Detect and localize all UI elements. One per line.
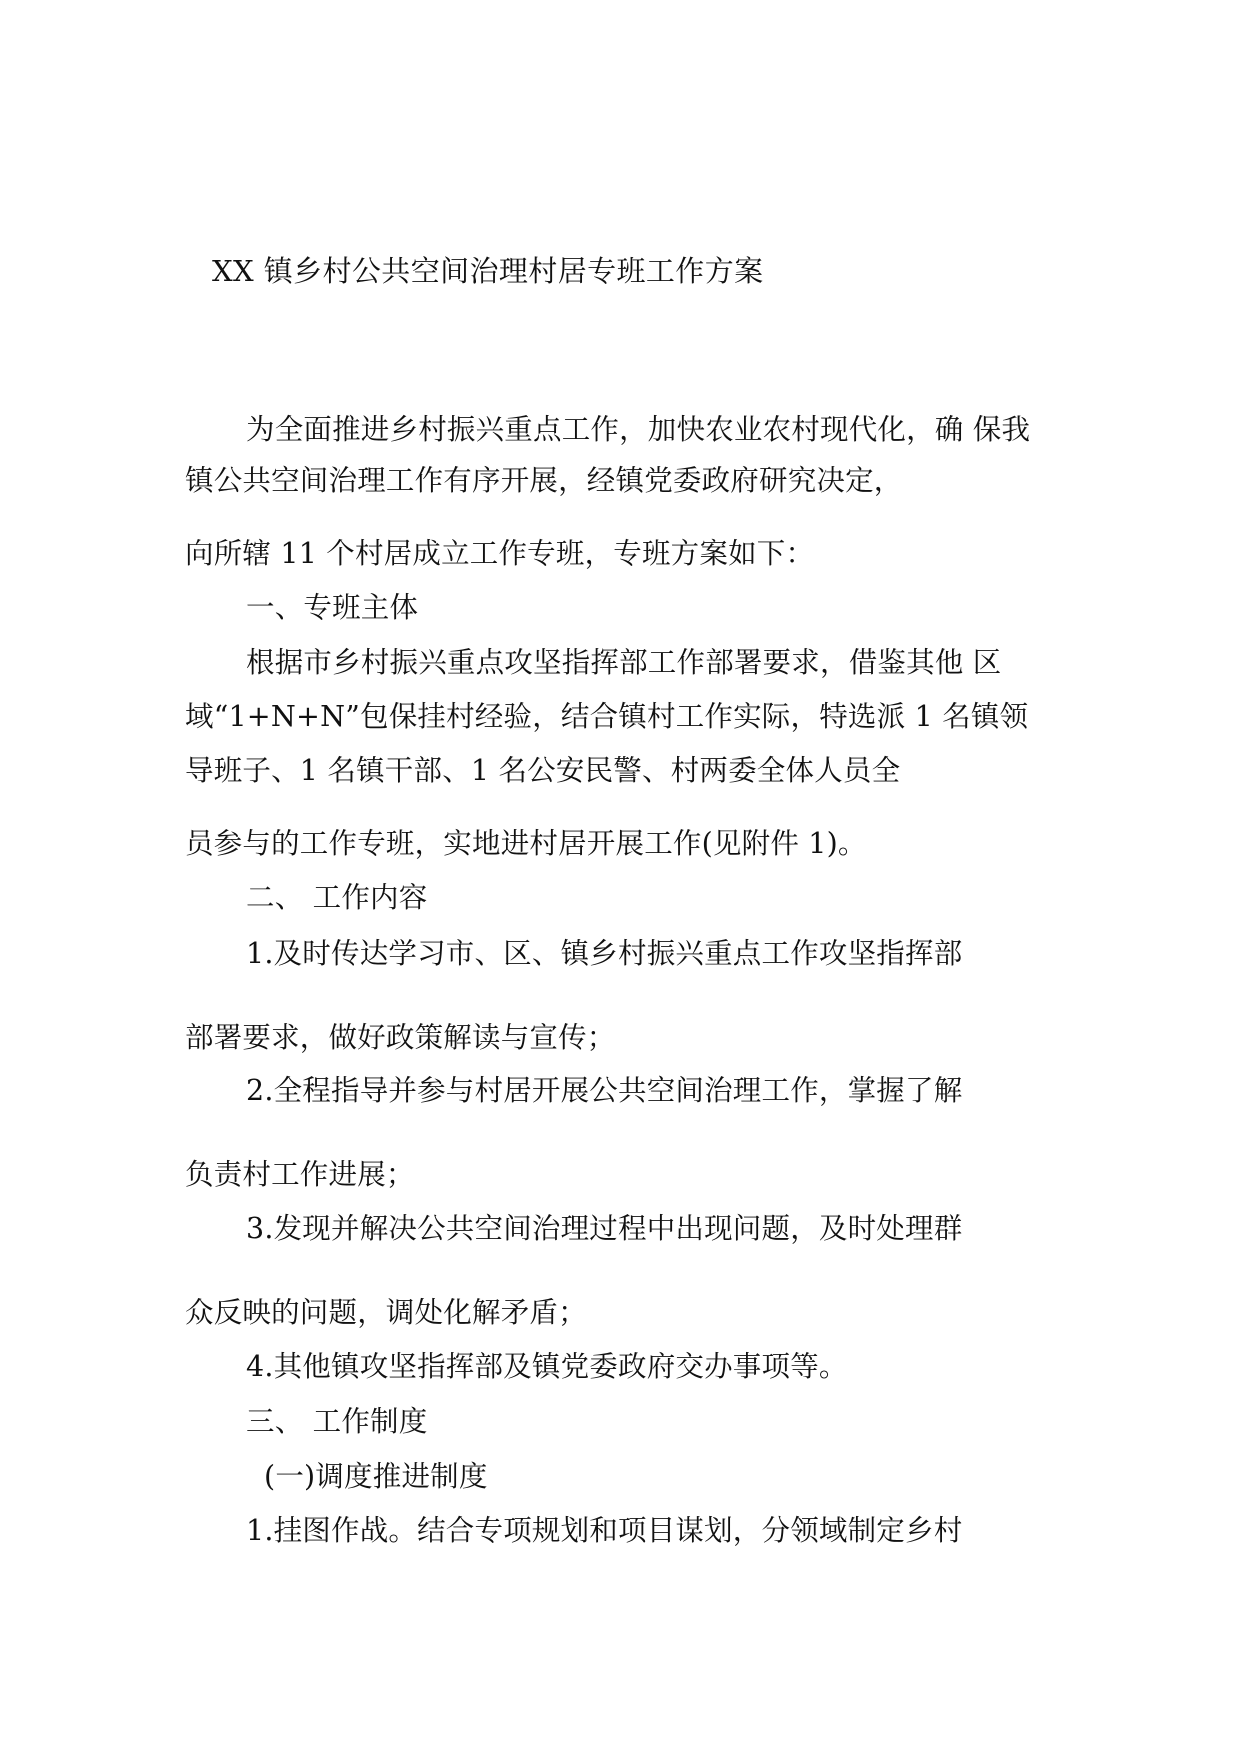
body-line-13: 众反映的问题，调处化解矛盾； <box>185 1296 587 1329</box>
subsection-heading-1: (一)调度推进制度 <box>264 1460 488 1493</box>
body-line-3: 向所辖 11 个村居成立工作专班，专班方案如下： <box>185 537 815 570</box>
document-title: XX 镇乡村公共空间治理村居专班工作方案 <box>212 254 764 288</box>
body-line-11: 负责村工作进展； <box>185 1158 415 1191</box>
body-line-1: 为全面推进乡村振兴重点工作，加快农业农村现代化，确 保我 <box>246 413 1031 446</box>
body-line-4: 根据市乡村振兴重点攻坚指挥部工作部署要求，借鉴其他 区 <box>246 646 1002 679</box>
body-line-15: 1.挂图作战。结合专项规划和项目谋划，分领域制定乡村 <box>246 1514 963 1547</box>
body-line-6: 导班子、1 名镇干部、1 名公安民警、村两委全体人员全 <box>185 754 901 787</box>
body-line-10: 2.全程指导并参与村居开展公共空间治理工作，掌握了解 <box>246 1074 963 1107</box>
section-heading-2: 二、 工作内容 <box>246 881 428 914</box>
body-line-8: 1.及时传达学习市、区、镇乡村振兴重点工作攻坚指挥部 <box>246 937 963 970</box>
body-line-9: 部署要求，做好政策解读与宣传； <box>185 1021 616 1054</box>
section-heading-3: 三、 工作制度 <box>246 1405 428 1438</box>
body-line-2: 镇公共空间治理工作有序开展，经镇党委政府研究决定， <box>185 464 903 497</box>
body-line-12: 3.发现并解决公共空间治理过程中出现问题，及时处理群 <box>246 1212 963 1245</box>
body-line-5: 域“1+N+N”包保挂村经验，结合镇村工作实际，特选派 1 名镇领 <box>185 700 1029 733</box>
body-line-7: 员参与的工作专班，实地进村居开展工作(见附件 1)。 <box>185 827 867 860</box>
section-heading-1: 一、专班主体 <box>246 591 419 624</box>
body-line-14: 4.其他镇攻坚指挥部及镇党委政府交办事项等。 <box>246 1350 848 1383</box>
